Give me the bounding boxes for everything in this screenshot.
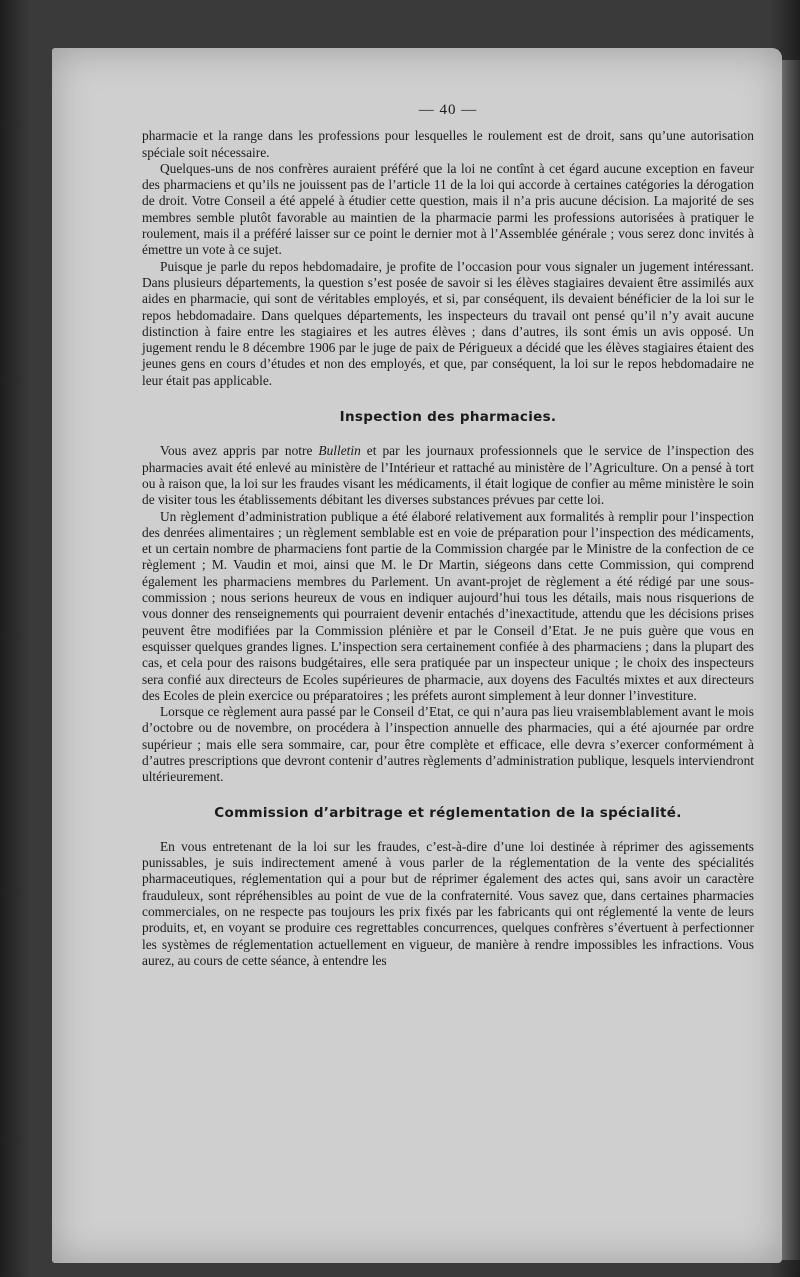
page-number: — 40 —: [418, 102, 478, 118]
inspection-p1-end: et par les journaux professionnels que le service de l’inspection des pharmacies avait été enlevé au ministère de l’Intérieur et rattaché au ministère de l’Agriculture. On a pensé à tort ou à raison que, la loi sur les fraudes visant les médicaments, il était logique de confier au même ministère le soin de visiter tous les établissements débitant les diverses substances prévues par cette loi.: [142, 443, 754, 508]
inspection-paragraph-3: Lorsque ce règlement aura passé par le Conseil d’Etat, ce qui n’aura pas lieu vraisemblablement avant le mois d’octobre ou de novembre, on procédera à l’inspection annuelle des pharmacies, qui a été ajournée par ordre supérieur ; mais elle sera sommaire, car, pour être complète et efficace, elle devra s’exercer conformément à d’autres prescriptions que devront contenir d’autres règlements d’administration publique, lesquels interviendront ultérieurement.: [142, 704, 754, 785]
section-heading-commission: Commission d’arbitrage et réglementation de la spécialité.: [214, 804, 682, 821]
page-content: [142, 58, 754, 969]
intro-paragraph-1: pharmacie et la range dans les professions pour lesquelles le roulement est de droit, sans qu’une autorisation spéciale soit nécessaire.: [142, 128, 754, 160]
bulletin-title: Bulletin: [318, 443, 361, 459]
inspection-paragraph-2: Un règlement d’administration publique a été élaboré relativement aux formalités à remplir pour l’inspection des denrées alimentaires ; un règlement semblable est en voie de préparation pour l’inspection des médicaments, et un certain nombre de pharmaciens font partie de la Commission chargée par le Ministre de la confection de ce règlement ; M. Vaudin et moi, ainsi que M. le Dr Martin, siégeons dans cette Commission, qui comprend également les pharmaciens membres du Parlement. Un avant-projet de règlement a été rédigé par une sous-commission ; nous serions heureux de vous en indiquer aujourd’hui tous les détails, mais nous risquerions de vous donner des renseignements qui pourraient devenir entachés d’inexactitude, attendu que les décisions prises peuvent être modifiées par la Commission plénière et par le Conseil d’Etat. Je ne puis guère que vous en esquisser quelques grandes lignes. L’inspection sera certainement confiée à des pharmaciens ; dans la plupart des cas, et cela pour des raisons budgétaires, elle sera pratiquée par un inspecteur unique ; le choix des inspecteurs sera confié aux directeurs de Ecoles supérieures de pharmacie, aux doyens des Facultés mixtes et aux directeurs des Ecoles de plein exercice ou préparatoires ; les préfets auront simplement à leur donner l’investiture.: [142, 508, 754, 703]
section-heading-inspection: Inspection des pharmacies.: [339, 409, 557, 426]
commission-paragraph-1: En vous entretenant de la loi sur les fraudes, c’est-à-dire d’une loi destinée à réprimer des agissements punissables, je suis indirectement amené à vous parler de la réglementation de la vente des spécialités pharmaceutiques, réglementation qui a pour but de réprimer également des actes qui, sans avoir un caractère frauduleux, sont répréhensibles au point de vue de la confraternité. Vous savez que, dans certaines pharmacies commerciales, on ne respecte pas toujours les prix fixés par les fabricants qui ont réglementé la vente de leurs produits, et, en voyant se produire ces regrettables concurrences, quelques confrères s’évertuent à perfectionner les systèmes de réglementation actuellement en vigueur, de manière à rendre impossibles les infractions. Vous aurez, au cours de cette séance, à entendre les: [142, 838, 754, 968]
inspection-paragraph-1: [142, 443, 754, 508]
inspection-p1-start: Vous avez appris par notre: [160, 443, 319, 459]
intro-paragraph-3: Puisque je parle du repos hebdomadaire, je profite de l’occasion pour vous signaler un jugement intéressant. Dans plusieurs départements, la question s’est posée de savoir si les élèves stagiaires devaient être assimilés aux aides en pharmacie, qui sont de véritables employés, et si, par conséquent, ils devaient bénéficier de la loi sur le repos hebdomadaire. Dans quelques départements, les inspecteurs du travail ont pensé qu’il n’y avait aucune distinction à faire entre les stagiaires et les autres élèves ; dans d’autres, ils sont émis un avis opposé. Un jugement rendu le 8 décembre 1906 par le juge de paix de Périgueux a décidé que les élèves stagiaires étaient des jeunes gens en cours d’études et non des employés, et que, par conséquent, la loi sur le repos hebdomadaire ne leur était pas applicable.: [142, 258, 754, 388]
intro-paragraph-2: Quelques-uns de nos confrères auraient préféré que la loi ne contînt à cet égard aucune exception en faveur des pharmaciens et qu’ils ne jouissent pas de l’article 11 de la loi qui accorde à certaines catégories la dérogation de droit. Votre Conseil a été appelé à étudier cette question, mais il n’a pris aucune décision. La majorité de ses membres semble plutôt favorable au maintien de la pharmacie parmi les professions autorisées à pratiquer le roulement, mais il a préféré laisser sur ce point le dernier mot à l’Assemblée générale ; vous serez donc invités à émettre un vote à ce sujet.: [142, 160, 754, 258]
